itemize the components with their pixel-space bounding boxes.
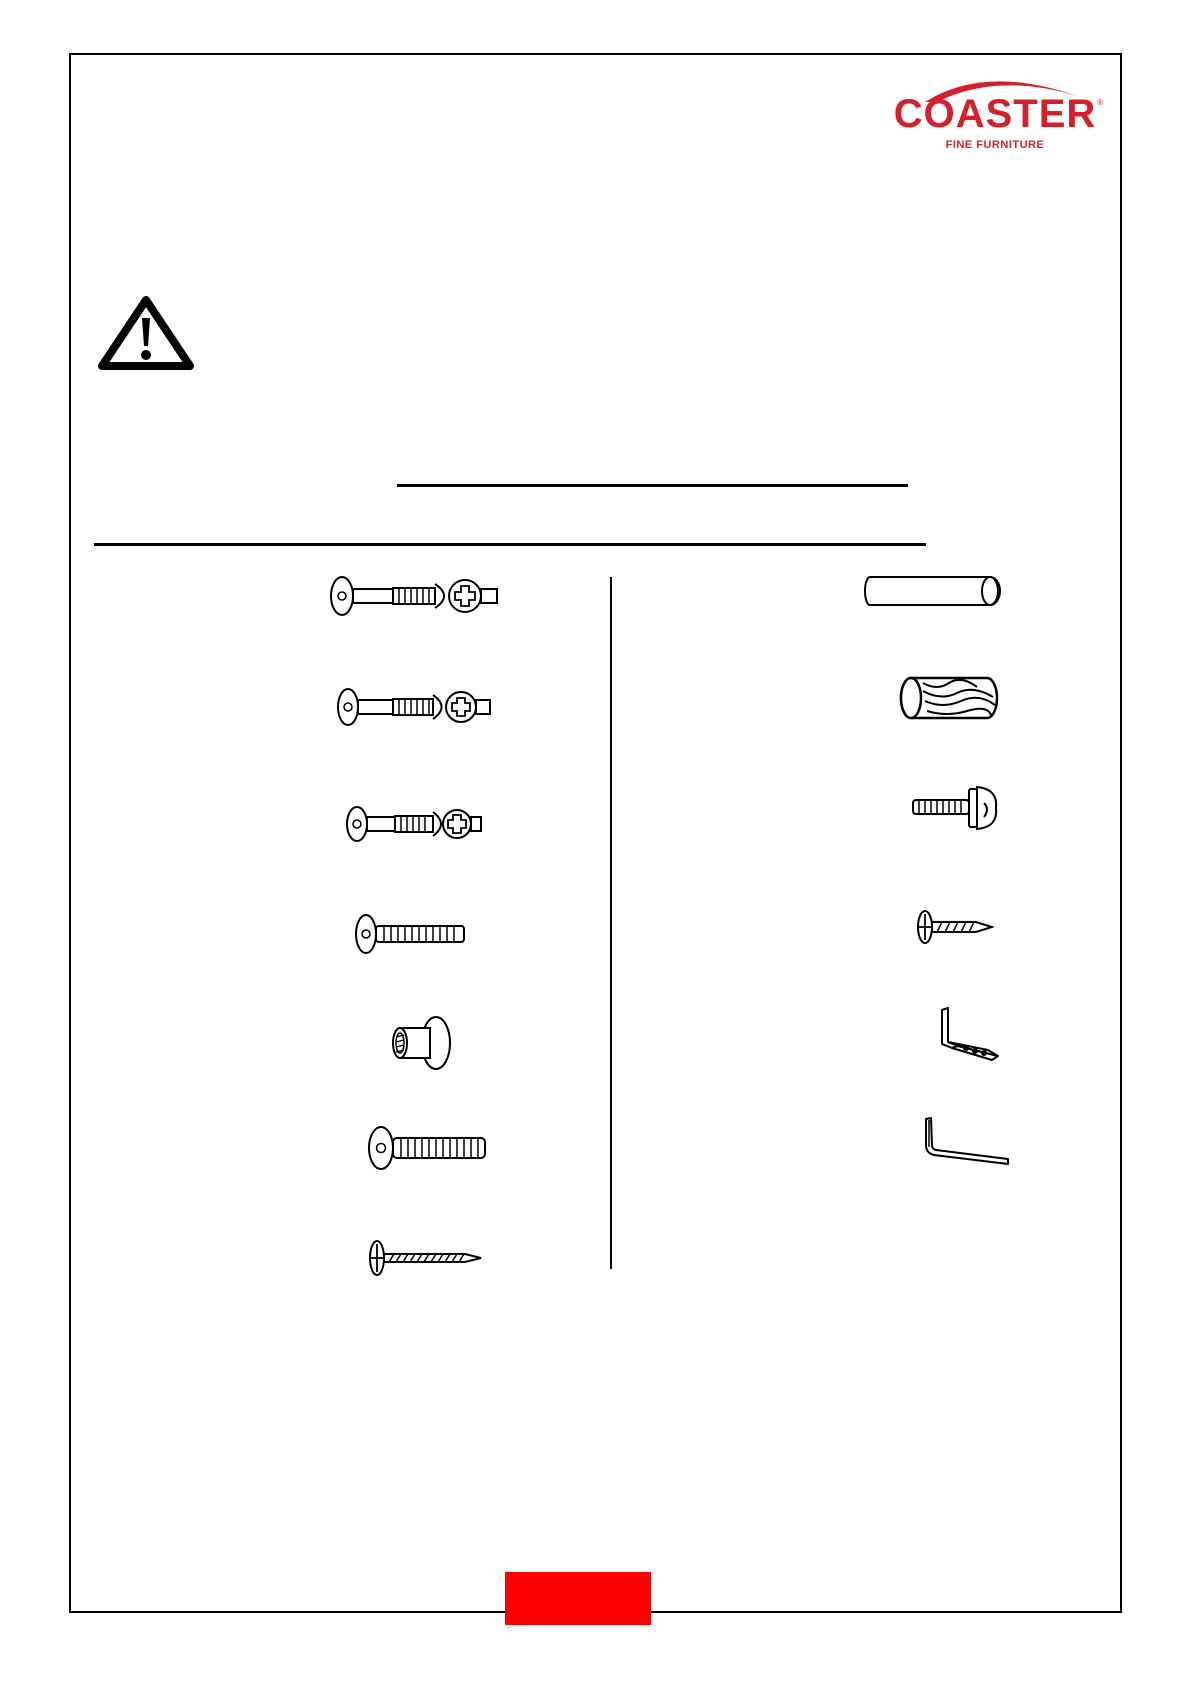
wooden-dowel-icon — [897, 675, 1001, 721]
section-rule-lower — [94, 543, 926, 546]
short-cam-bolt-icon — [343, 805, 483, 843]
long-wood-screw-icon — [365, 1238, 485, 1278]
logo-registered-mark: ® — [1097, 98, 1103, 107]
page-frame — [69, 53, 1122, 1613]
hardware-column-divider — [610, 577, 612, 1269]
logo-tagline: FINE FURNITURE — [945, 139, 1045, 151]
barrel-nut-icon — [388, 1015, 454, 1071]
metal-pin-icon — [862, 573, 1004, 609]
leveler-foot-icon — [910, 783, 1000, 833]
allen-key-icon — [920, 1115, 1012, 1165]
medium-cam-bolt-icon — [333, 687, 493, 727]
logo-wordmark: COASTER — [893, 92, 1097, 136]
warning-triangle-icon — [96, 294, 196, 372]
short-wood-screw-icon — [914, 907, 994, 947]
long-cam-bolt-icon — [325, 575, 500, 617]
hex-bolt-icon — [352, 913, 467, 955]
large-hex-bolt-icon — [365, 1125, 487, 1171]
footer-page-tab — [505, 1572, 651, 1625]
coaster-logo — [885, 68, 1105, 158]
section-rule-upper — [397, 484, 908, 487]
l-bracket-icon — [938, 1006, 1002, 1062]
